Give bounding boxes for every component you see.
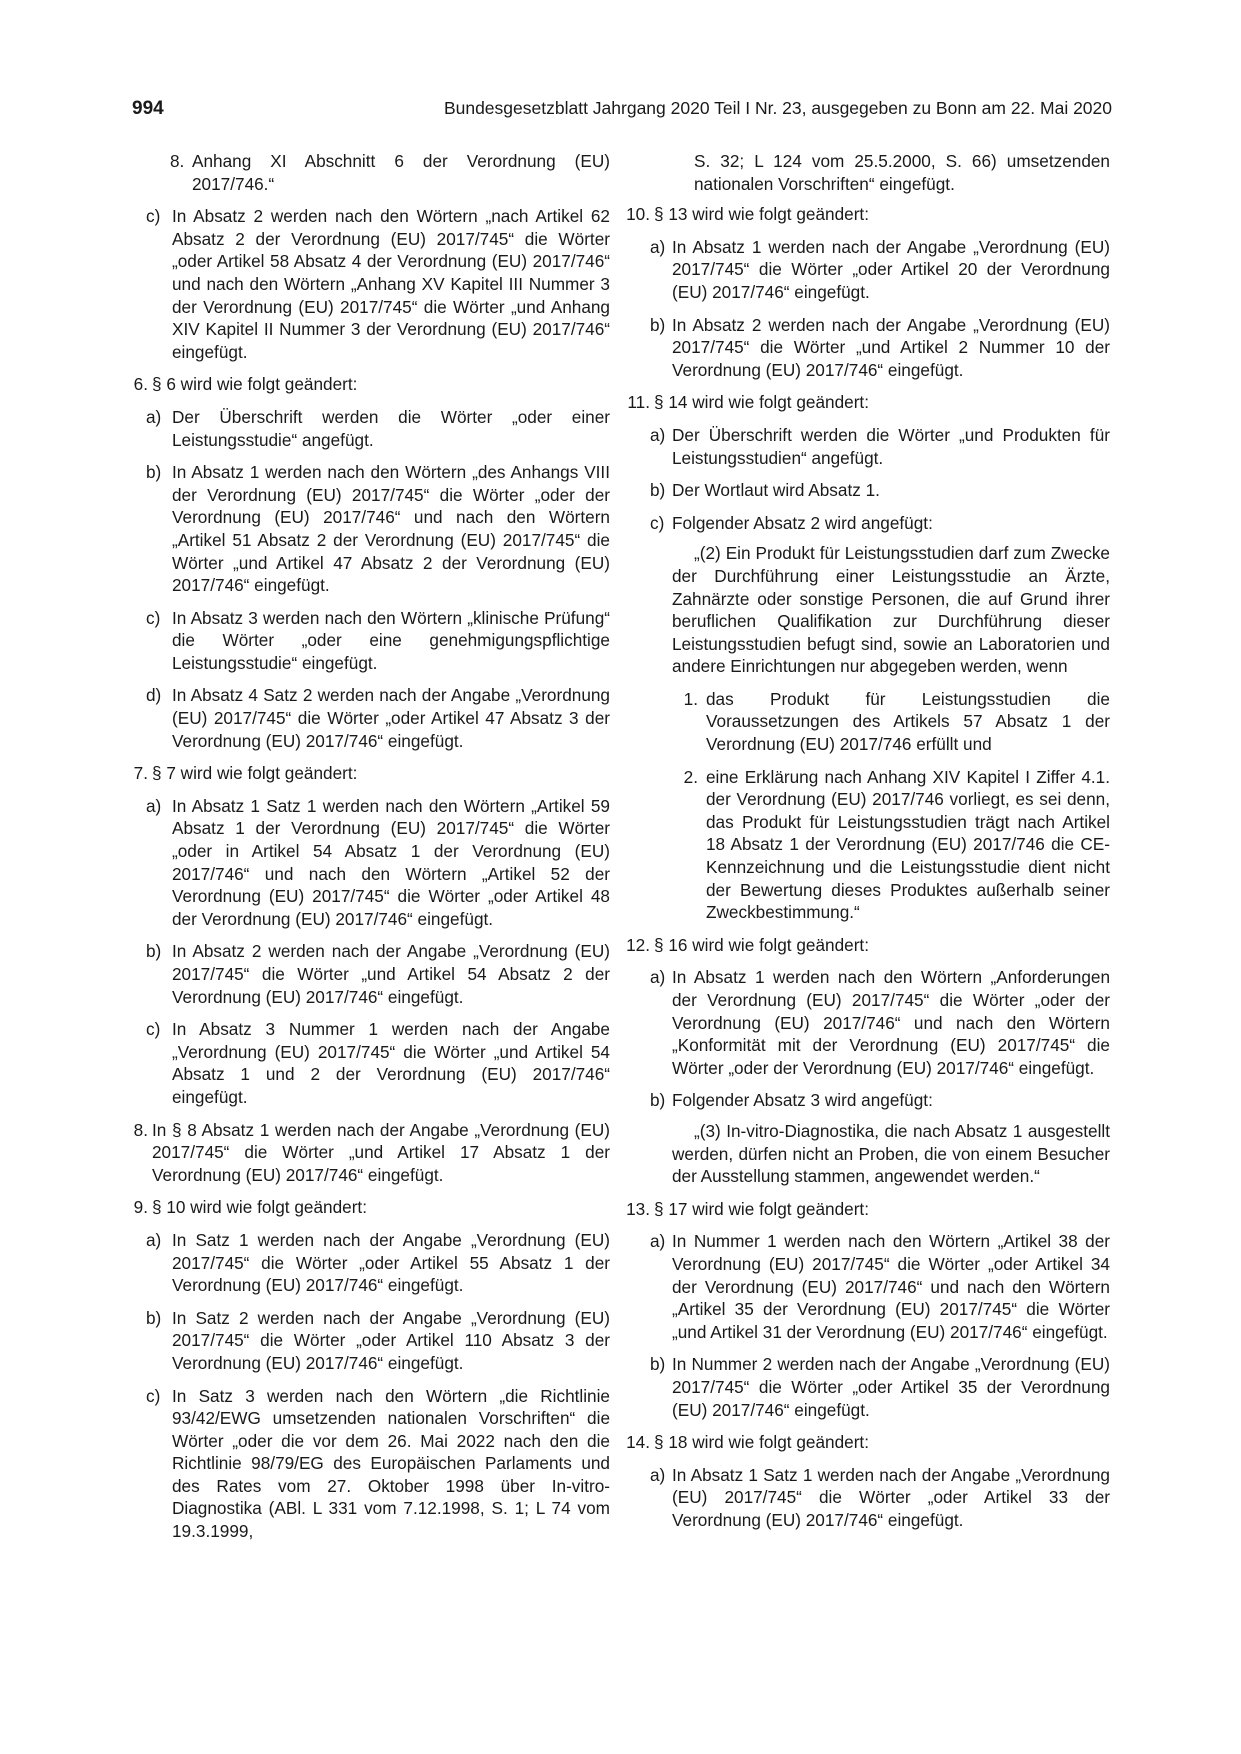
list-item: c) In Satz 3 werden nach den Wörtern „die Richtlinie 93/42/EWG umsetzenden nationalen Vorschriften“ die Wörter „oder die vor dem 26. Mai 2022 nach den die Richtlinie 98/79/EG des Europäischen Parlaments und des Rates vom 27. Oktober 1998 über In-vitro-Diagnostika (ABl. L 331 vom 7.12.1998, S. 1; L 74 vom 19.3.1999, <box>146 1385 610 1542</box>
list-item: b) In Nummer 2 werden nach der Angabe „Verordnung (EU) 2017/745“ die Wörter „oder Artikel 35 der Verordnung (EU) 2017/746“ eingefügt. <box>650 1354 1110 1420</box>
quote-list-item: 1. das Produkt für Leistungsstudien die Voraussetzungen des Artikels 57 Absatz 1 der Verordnung (EU) 2017/746 erfüllt und <box>683 688 1110 755</box>
list-item: b) In Absatz 1 werden nach den Wörtern „des Anhangs VIII der Verordnung (EU) 2017/745“ die Wörter „oder der Verordnung (EU) 2017/746“ und nach den Wörtern „Artikel 51 Absatz 2 der Verordnung (EU) 2017/745“ die Wörter „und Artikel 47 Absatz 2 der Verordnung (EU) 2017/746“ eingefügt. <box>146 462 610 596</box>
list-item: a) In Absatz 1 werden nach den Wörtern „Anforderungen der Verordnung (EU) 2017/745“ die Wörter „oder der Verordnung (EU) 2017/746“ und nach den Wörtern „Konformität mit der Verordnung (EU) 2017/745“ die Wörter „oder der Verordnung (EU) 2017/746“ eingefügt. <box>650 967 1110 1078</box>
amendment-6: 6. § 6 wird wie folgt geändert: a) Der Überschrift werden die Wörter „oder einer Leistungsstudie“ angefügt. b) In Absatz 1 werden nach den Wörtern „des Anhangs VIII der Verordnung (EU) 2017/745“ die Wörter „oder der Verordnung (EU) 2017/746“ und nach den Wörtern „Artikel 51 Absatz 2 der Verordnung (EU) 2017/745“ die Wörter „und Artikel 47 Absatz 2 der Verordnung (EU) 2017/746“ eingefügt. c) In Absatz 3 werden nach den Wörtern „klinische Prüfung“ die Wörter „oder eine genehmigungspflichtige Leistungsstudie“ eingefügt. d) In Absatz 4 Satz 2 werden nach der Angabe „Verordnung (EU) 2017/745“ die Wörter „oder Artikel 47 Absatz 3 der Verordnung (EU) 2017/746“ eingefügt. <box>133 374 610 751</box>
amendment-8: 8. In § 8 Absatz 1 werden nach der Angabe „Verordnung (EU) 2017/745“ die Wörter „und Artikel 17 Absatz 1 der Verordnung (EU) 2017/746“ eingefügt. <box>133 1119 610 1185</box>
list-item: c) In Absatz 2 werden nach den Wörtern „nach Artikel 62 Absatz 2 der Verordnung (EU) 2017/745“ die Wörter „oder Artikel 58 Absatz 4 der Verordnung (EU) 2017/746“ und nach den Wörtern „Anhang XV Kapitel III Nummer 3 der Verordnung (EU) 2017/745“ die Wörter „und Anhang XIV Kapitel II Nummer 3 der Verordnung (EU) 2017/746“ eingefügt. <box>146 206 610 362</box>
amendment-13: 13. § 17 wird wie folgt geändert: a) In Nummer 1 werden nach den Wörtern „Artikel 38 der Verordnung (EU) 2017/745“ die Wörter „oder Artikel 34 der Verordnung (EU) 2017/746“ und nach den Wörtern „Artikel 35 der Verordnung (EU) 2017/745“ die Wörter „und Artikel 31 der Verordnung (EU) 2017/746“ eingefügt. b) In Nummer 2 werden nach der Angabe „Verordnung (EU) 2017/745“ die Wörter „oder Artikel 35 der Verordnung (EU) 2017/746“ eingefügt. <box>626 1198 1110 1420</box>
list-item: 8. Anhang XI Abschnitt 6 der Verordnung (EU) 2017/746.“ <box>170 151 610 194</box>
item-text: In Absatz 2 werden nach den Wörtern „nach Artikel 62 Absatz 2 der Verordnung (EU) 2017/745“ die Wörter „oder Artikel 58 Absatz 4 der Verordnung (EU) 2017/746“ und nach den Wörtern „Anhang XV Kapitel III Nummer 3 der Verordnung (EU) 2017/745“ die Wörter „und Anhang XIV Kapitel II Nummer 3 der Verordnung (EU) 2017/746“ eingefügt. <box>172 206 610 362</box>
list-item: b) Der Wortlaut wird Absatz 1. <box>650 480 880 501</box>
list-item: b) Folgender Absatz 3 wird angefügt: „(3) In-vitro-Diagnostika, die nach Absatz 1 ausgestellt werden, dürfen nicht an Proben, die von einem Besucher der Ausstellung stammen, angewendet werden.“ <box>650 1090 1110 1187</box>
page-number: 994 <box>132 98 164 119</box>
list-item: a) Der Überschrift werden die Wörter „oder einer Leistungsstudie“ angefügt. <box>146 406 610 450</box>
page-header <box>132 98 1112 124</box>
list-item: d) In Absatz 4 Satz 2 werden nach der Angabe „Verordnung (EU) 2017/745“ die Wörter „oder Artikel 47 Absatz 3 der Verordnung (EU) 2017/746“ eingefügt. <box>146 685 610 751</box>
list-item: a) Der Überschrift werden die Wörter „und Produkten für Leistungsstudien“ angefügt. <box>650 424 1110 468</box>
list-item: a) In Absatz 1 Satz 1 werden nach den Wörtern „Artikel 59 Absatz 1 der Verordnung (EU) 2017/745“ die Wörter „oder in Artikel 54 Absatz 1 der Verordnung (EU) 2017/746“ und nach den Wörtern „Artikel 52 der Verordnung (EU) 2017/745“ die Wörter „oder Artikel 48 der Verordnung (EU) 2017/746“ eingefügt. <box>146 795 610 929</box>
item-text: Anhang XI Abschnitt 6 der Verordnung (EU) 2017/746.“ <box>192 151 610 194</box>
item-text: § 6 wird wie folgt geändert: <box>152 374 358 395</box>
list-item: c) In Absatz 3 Nummer 1 werden nach der Angabe „Verordnung (EU) 2017/745“ die Wörter „und Artikel 54 Absatz 1 und 2 der Verordnung (EU) 2017/746“ eingefügt. <box>146 1019 610 1107</box>
left-column <box>133 150 610 1553</box>
right-column <box>626 150 1110 1541</box>
list-item: c) In Absatz 3 werden nach den Wörtern „klinische Prüfung“ die Wörter „oder eine genehmigungspflichtige Leistungsstudie“ eingefügt. <box>146 607 610 673</box>
amendment-7: 7. § 7 wird wie folgt geändert: a) In Absatz 1 Satz 1 werden nach den Wörtern „Artikel 59 Absatz 1 der Verordnung (EU) 2017/745“ die Wörter „oder in Artikel 54 Absatz 1 der Verordnung (EU) 2017/746“ und nach den Wörtern „Artikel 52 der Verordnung (EU) 2017/745“ die Wörter „oder Artikel 48 der Verordnung (EU) 2017/746“ eingefügt. b) In Absatz 2 werden nach der Angabe „Verordnung (EU) 2017/745“ die Wörter „und Artikel 54 Absatz 2 der Verordnung (EU) 2017/746“ eingefügt. c) In Absatz 3 Nummer 1 werden nach der Angabe „Verordnung (EU) 2017/745“ die Wörter „und Artikel 54 Absatz 1 und 2 der Verordnung (EU) 2017/746“ eingefügt. <box>133 763 610 1107</box>
continuation-text: S. 32; L 124 vom 25.5.2000, S. 66) umsetzenden nationalen Vorschriften“ eingefügt. <box>694 151 1110 194</box>
inserted-paragraph: „(3) In-vitro-Diagnostika, die nach Absatz 1 ausgestellt werden, dürfen nicht an Proben, die von einem Besucher der Ausstellung stammen, angewendet werden.“ <box>672 1120 1110 1187</box>
amendment-10: 10. § 13 wird wie folgt geändert: a) In Absatz 1 werden nach der Angabe „Verordnung (EU) 2017/745“ die Wörter „oder Artikel 20 der Verordnung (EU) 2017/746“ eingefügt. b) In Absatz 2 werden nach der Angabe „Verordnung (EU) 2017/745“ die Wörter „und Artikel 2 Nummer 10 der Verordnung (EU) 2017/746“ eingefügt. <box>626 204 1110 380</box>
amendment-14: 14. § 18 wird wie folgt geändert: a) In Absatz 1 Satz 1 werden nach der Angabe „Verordnung (EU) 2017/745“ die Wörter „oder Artikel 33 der Verordnung (EU) 2017/746“ eingefügt. <box>626 1432 1110 1530</box>
quote-list-item: 2. eine Erklärung nach Anhang XIV Kapitel I Ziffer 4.1. der Verordnung (EU) 2017/746 vorliegt, es sei denn, das Produkt für Leistungsstudien trägt nach Artikel 18 Absatz 1 der Verordnung (EU) 2017/746 die CE-Kennzeichnung und die Leistungsstudie dient nicht der Bewertung dieses Produktes außerhalb seiner Zweckbestimmung.“ <box>683 766 1110 923</box>
list-item: a) In Satz 1 werden nach der Angabe „Verordnung (EU) 2017/745“ die Wörter „oder Artikel 55 Absatz 1 der Verordnung (EU) 2017/746“ eingefügt. <box>146 1229 610 1296</box>
amendment-9: 9. § 10 wird wie folgt geändert: a) In Satz 1 werden nach der Angabe „Verordnung (EU) 2017/745“ die Wörter „oder Artikel 55 Absatz 1 der Verordnung (EU) 2017/746“ eingefügt. b) In Satz 2 werden nach der Angabe „Verordnung (EU) 2017/745“ die Wörter „oder Artikel 110 Absatz 3 der Verordnung (EU) 2017/746“ eingefügt. c) In Satz 3 werden nach den Wörtern „die Richtlinie 93/42/EWG umsetzenden nationalen Vorschriften“ die Wörter „oder die vor dem 26. Mai 2022 nach den die Richtlinie 98/79/EG des Europäischen Parlaments und des Rates vom 27. Oktober 1998 über In-vitro-Diagnostika (ABl. L 331 vom 7.12.1998, S. 1; L 74 vom 19.3.1999, <box>133 1197 610 1542</box>
list-item: a) In Nummer 1 werden nach den Wörtern „Artikel 38 der Verordnung (EU) 2017/745“ die Wörter „oder Artikel 34 der Verordnung (EU) 2017/746“ und nach den Wörtern „Artikel 35 der Verordnung (EU) 2017/745“ die Wörter „und Artikel 31 der Verordnung (EU) 2017/746“ eingefügt. <box>650 1231 1110 1342</box>
list-item: a) In Absatz 1 werden nach der Angabe „Verordnung (EU) 2017/745“ die Wörter „oder Artikel 20 der Verordnung (EU) 2017/746“ eingefügt. <box>650 236 1110 302</box>
amendment-12: 12. § 16 wird wie folgt geändert: a) In Absatz 1 werden nach den Wörtern „Anforderungen der Verordnung (EU) 2017/745“ die Wörter „oder der Verordnung (EU) 2017/746“ und nach den Wörtern „Konformität mit der Verordnung (EU) 2017/745“ die Wörter „oder der Verordnung (EU) 2017/746“ eingefügt. b) Folgender Absatz 3 wird angefügt: „(3) In-vitro-Diagnostika, die nach Absatz 1 ausgestellt werden, dürfen nicht an Proben, die von einem Besucher der Ausstellung stammen, angewendet werden.“ <box>626 934 1110 1187</box>
list-item: b) In Absatz 2 werden nach der Angabe „Verordnung (EU) 2017/745“ die Wörter „und Artikel 54 Absatz 2 der Verordnung (EU) 2017/746“ eingefügt. <box>146 941 610 1007</box>
amendment-11: 11. § 14 wird wie folgt geändert: a) Der Überschrift werden die Wörter „und Produkten für Leistungsstudien“ angefügt. b) Der Wortlaut wird Absatz 1. c) Folgender Absatz 2 wird angefügt: „(2) Ein Produkt für Leistungsstudien darf zum Zwecke der Durchführung einer Leistungsstudie an Ärzte, Zahnärzte oder sonstige Personen, die auf Grund ihrer beruflichen Qualifikation zur Durchführung dieser Leistungsstudien befugt sind, sowie an Laboratorien und andere Einrichtungen nur abgegeben werden, wenn 1. das Produkt für Leistungsstudien die Voraussetzungen des Artikels 57 Absatz 1 der Verordnung (EU) 2017/746 erfüllt und 2. eine Erklärung nach Anhang XIV Kapitel I Ziffer 4.1. der Verordnung (EU) 2017/746 vorliegt, es sei denn, das Produkt für Leistungsstudien trägt nach Artikel 18 Absatz 1 der Verordnung (EU) 2017/746 die CE-Kennzeichnung und die Leistungsstudie dient nicht der Bewertung dieses Produktes außerhalb seiner Zweckbestimmung.“ <box>627 392 1110 923</box>
inserted-paragraph: „(2) Ein Produkt für Leistungsstudien darf zum Zwecke der Durchführung einer Leistungsstudie an Ärzte, Zahnärzte oder sonstige Personen, die auf Grund ihrer beruflichen Qualifikation zur Durchführung dieser Leistungsstudien befugt sind, sowie an Laboratorien und andere Einrichtungen nur abgegeben werden, wenn <box>672 543 1110 677</box>
list-item: b) In Absatz 2 werden nach der Angabe „Verordnung (EU) 2017/745“ die Wörter „und Artikel 2 Nummer 10 der Verordnung (EU) 2017/746“ eingefügt. <box>650 314 1110 380</box>
list-item: c) Folgender Absatz 2 wird angefügt: „(2) Ein Produkt für Leistungsstudien darf zum Zwecke der Durchführung einer Leistungsstudie an Ärzte, Zahnärzte oder sonstige Personen, die auf Grund ihrer beruflichen Qualifikation zur Durchführung dieser Leistungsstudien befugt sind, sowie an Laboratorien und andere Einrichtungen nur abgegeben werden, wenn 1. das Produkt für Leistungsstudien die Voraussetzungen des Artikels 57 Absatz 1 der Verordnung (EU) 2017/746 erfüllt und 2. eine Erklärung nach Anhang XIV Kapitel I Ziffer 4.1. der Verordnung (EU) 2017/746 vorliegt, es sei denn, das Produkt für Leistungsstudien trägt nach Artikel 18 Absatz 1 der Verordnung (EU) 2017/746 die CE-Kennzeichnung und die Leistungsstudie dient nicht der Bewertung dieses Produktes außerhalb seiner Zweckbestimmung.“ <box>650 512 1110 923</box>
gazette-title: Bundesgesetzblatt Jahrgang 2020 Teil I Nr. 23, ausgegeben zu Bonn am 22. Mai 2020 <box>443 98 1112 118</box>
list-item: a) In Absatz 1 Satz 1 werden nach der Angabe „Verordnung (EU) 2017/745“ die Wörter „oder Artikel 33 der Verordnung (EU) 2017/746“ eingefügt. <box>650 1464 1110 1530</box>
list-item: b) In Satz 2 werden nach der Angabe „Verordnung (EU) 2017/745“ die Wörter „oder Artikel 110 Absatz 3 der Verordnung (EU) 2017/746“ eingefügt. <box>146 1307 610 1373</box>
